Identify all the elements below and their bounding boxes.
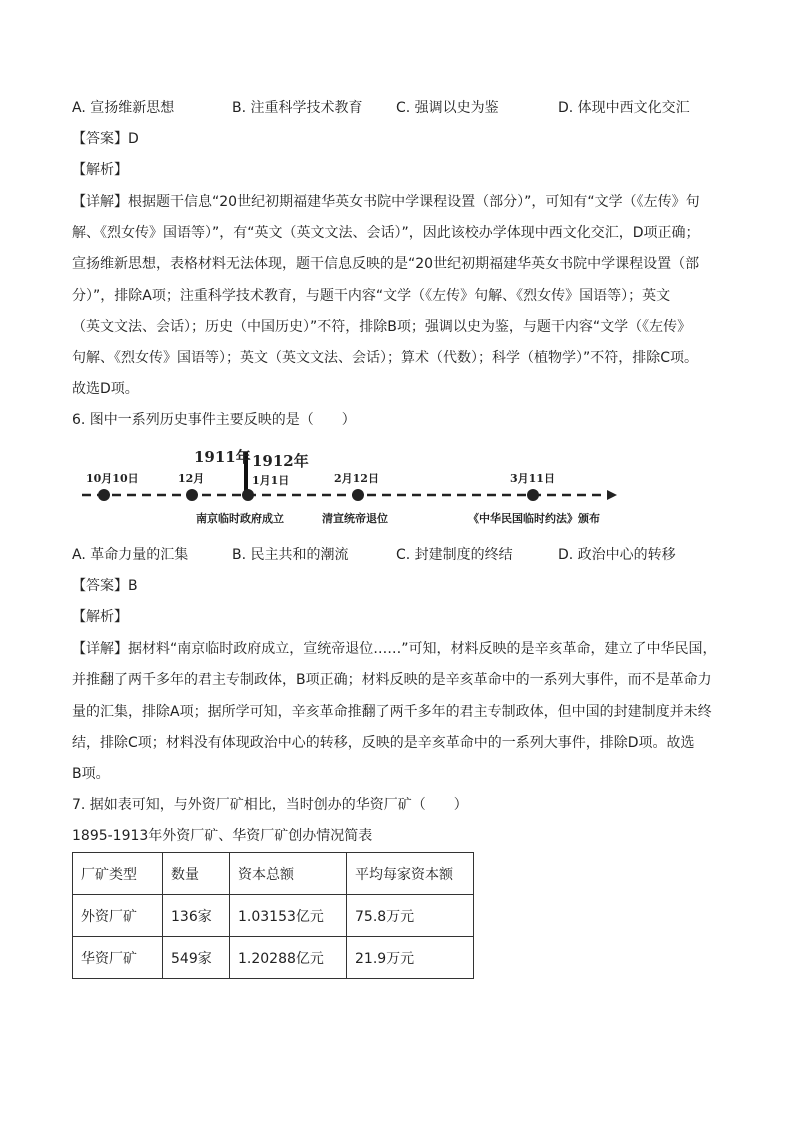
table-header-cell: 厂矿类型: [73, 853, 163, 895]
event-nanjing-label: 南京临时政府成立: [196, 512, 284, 525]
q5-detail-line: 句解、《烈女传》国语等）；英文（英文文法、会话）；算术（代数）；科学（植物学）”不符，排除C项。: [72, 350, 699, 366]
timeline-point-feb12: [352, 489, 364, 501]
q5-detail-line: （英文文法、会话）；历史（中国历史）”不符，排除B项；强调以史为鉴，与题干内容“文学（《左传》: [72, 319, 692, 335]
q5-detail-line: 故选D项。: [72, 381, 139, 397]
q7-question: 7. 据如表可知，与外资厂矿相比，当时创办的华资厂矿（ ）: [72, 797, 468, 813]
q5-option-c: C. 强调以史为鉴: [396, 100, 499, 116]
q5-detail-line: 宣扬维新思想，表格材料无法体现，题干信息反映的是“20世纪初期福建华英女书院中学课程设置（部: [72, 256, 700, 272]
q5-answer: 【答案】D: [72, 131, 139, 147]
q6-analysis-label: 【解析】: [72, 609, 128, 625]
timeline-figure: [72, 440, 632, 530]
table-header-row: [73, 853, 474, 895]
table-cell: 华资厂矿: [73, 937, 163, 979]
timeline-arrow: [607, 490, 617, 500]
date-dec-label: 12月: [178, 472, 205, 485]
table-cell: 1.20288亿元: [230, 937, 347, 979]
table-row: [73, 895, 474, 937]
table-cell: 外资厂矿: [73, 895, 163, 937]
q6-detail-line: 量的汇集，排除A项；据所学可知，辛亥革命推翻了两千多年的君主专制政体，但中国的封建制度并未终: [72, 704, 712, 720]
date-feb12-label: 2月12日: [334, 472, 379, 485]
q5-detail-line: 【详解】根据题干信息“20世纪初期福建华英女书院中学课程设置（部分）”，可知有“文学（《左传》句: [72, 194, 700, 210]
date-mar11-label: 3月11日: [510, 472, 555, 485]
q6-detail-line: 【详解】据材料“南京临时政府成立，宣统帝退位……”可知，材料反映的是辛亥革命，建立了中华民国，: [72, 641, 717, 657]
table-cell: 21.9万元: [347, 937, 474, 979]
q7-data-table: [72, 852, 474, 979]
timeline-point-mar11: [527, 489, 539, 501]
q6-detail-line: B项。: [72, 766, 110, 782]
q6-detail-line: 结，排除C项；材料没有体现政治中心的转移，反映的是辛亥革命中的一系列大事件，排除D项。故选: [72, 735, 695, 751]
q5-detail-line: 解、《烈女传》国语等）”，有“英文（英文文法、会话）”，因此该校办学体现中西文化交汇，D项正确；: [72, 225, 700, 241]
q6-answer: 【答案】B: [72, 578, 138, 594]
table-cell: 75.8万元: [347, 895, 474, 937]
q5-option-b: B. 注重科学技术教育: [232, 100, 363, 116]
table-cell: 1.03153亿元: [230, 895, 347, 937]
table-cell: 136家: [163, 895, 230, 937]
event-abdication-label: 清宣统帝退位: [322, 512, 388, 525]
year-1911-label: 1911年: [194, 448, 251, 466]
date-oct10-label: 10月10日: [86, 472, 139, 485]
q6-option-a: A. 革命力量的汇集: [72, 547, 189, 563]
table-row: [73, 937, 474, 979]
q6-option-b: B. 民主共和的潮流: [232, 547, 349, 563]
q5-option-d: D. 体现中西文化交汇: [558, 100, 690, 116]
table-cell: 549家: [163, 937, 230, 979]
timeline-point-oct10: [98, 489, 110, 501]
q5-analysis-label: 【解析】: [72, 162, 128, 178]
table-header-cell: 平均每家资本额: [347, 853, 474, 895]
q6-option-c: C. 封建制度的终结: [396, 547, 513, 563]
q6-detail-line: 并推翻了两千多年的君主专制政体，B项正确；材料反映的是辛亥革命中的一系列大事件，而不是革命力: [72, 672, 712, 688]
timeline-point-jan1: [242, 489, 254, 501]
date-jan1-label: 1月1日: [252, 474, 290, 487]
year-1912-label: 1912年: [252, 452, 309, 470]
event-constitution-label: 《中华民国临时约法》颁布: [468, 512, 600, 525]
table-header-cell: 数量: [163, 853, 230, 895]
table-header-cell: 资本总额: [230, 853, 347, 895]
q7-table-title: 1895-1913年外资厂矿、华资厂矿创办情况简表: [72, 828, 373, 844]
q5-option-a: A. 宣扬维新思想: [72, 100, 175, 116]
q6-question: 6. 图中一系列历史事件主要反映的是（ ）: [72, 412, 356, 428]
q5-detail-line: 分）”，排除A项；注重科学技术教育，与题干内容“文学（《左传》句解、《烈女传》国语等）；英文: [72, 288, 671, 304]
timeline-point-dec: [186, 489, 198, 501]
q6-option-d: D. 政治中心的转移: [558, 547, 676, 563]
